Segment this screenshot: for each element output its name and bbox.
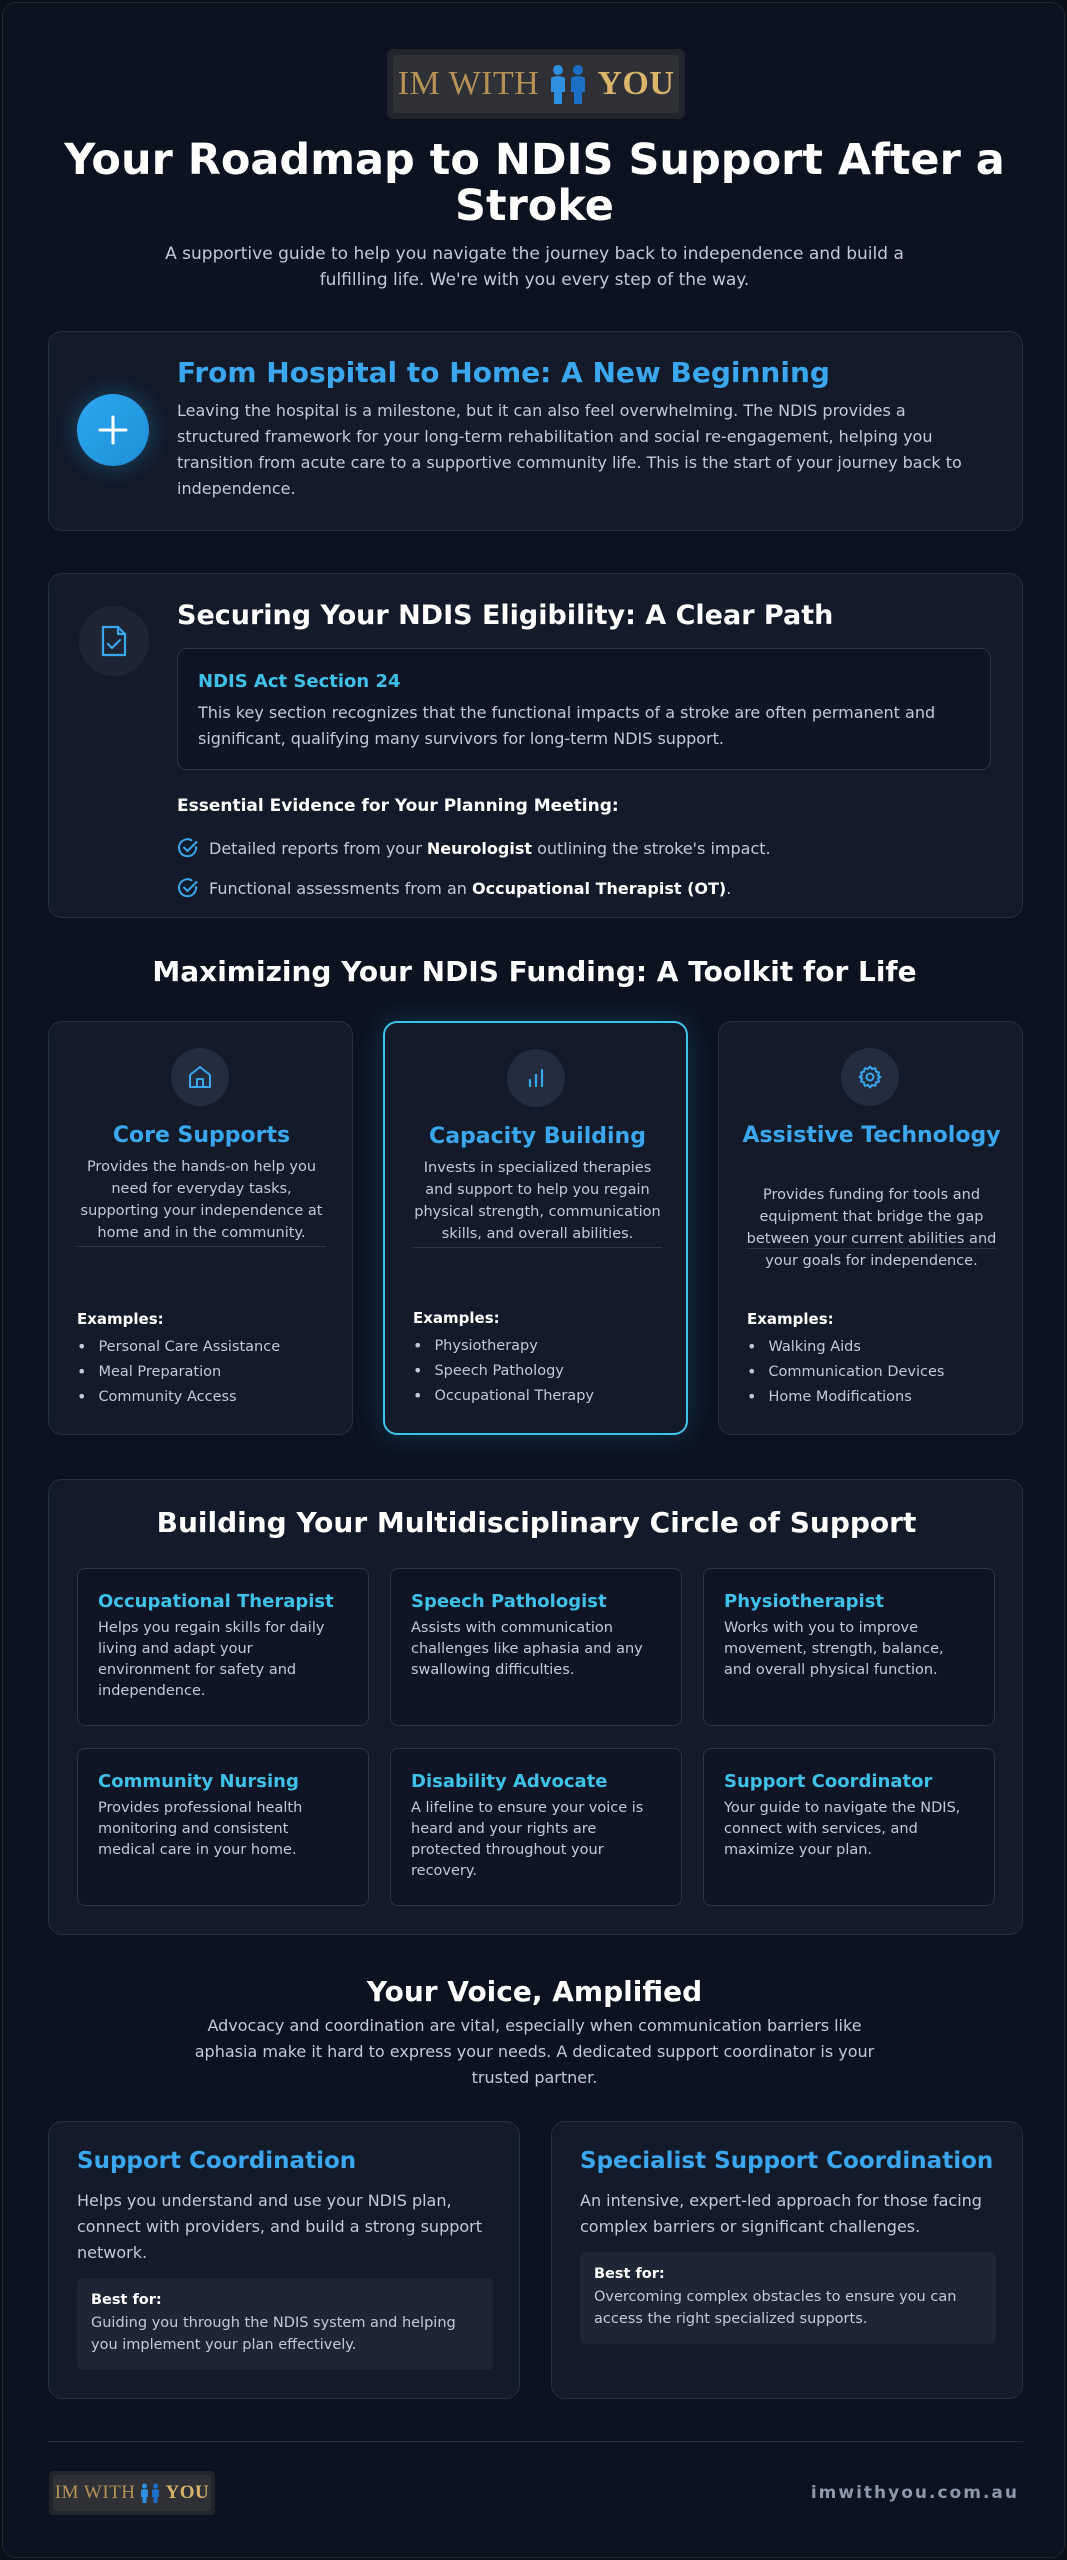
act-title: NDIS Act Section 24 <box>198 671 401 692</box>
brand-logo[interactable] <box>387 49 685 119</box>
evidence-text: outlining the stroke's impact. <box>532 838 771 858</box>
voice-text: Advocacy and coordination are vital, especially when communication barriers like aphasia make it hard to express your needs. A dedicated support coordinator is your trusted partner. <box>194 2016 875 2087</box>
option-text: Helps you understand and use your NDIS plan, connect with providers, and build a strong support network. <box>77 2191 483 2262</box>
support-circle-card <box>48 1479 1023 1935</box>
role-title: Occupational Therapist <box>98 1591 334 1612</box>
assistive-technology-card <box>718 1021 1023 1435</box>
card-text: Invests in specialized therapies and support to help you regain physical strength, communication skills, and overall abilities. <box>414 1160 661 1242</box>
evidence-list <box>177 828 977 908</box>
bar-chart-icon <box>507 1049 565 1107</box>
role-card <box>390 1748 682 1906</box>
role-title: Disability Advocate <box>411 1771 608 1792</box>
logo-text-right: YOU <box>165 2482 210 2503</box>
list-item: • Community Access <box>77 1384 280 1409</box>
capacity-building-card <box>383 1021 688 1435</box>
core-supports-card <box>48 1021 353 1435</box>
check-circle-icon <box>177 877 199 899</box>
evidence-bold: Neurologist <box>426 838 532 858</box>
role-text: Works with you to improve movement, strength, balance, and overall physical function. <box>724 1620 944 1678</box>
home-icon <box>171 1048 229 1106</box>
check-circle-icon <box>177 837 199 859</box>
logo-text-left: IM WITH <box>54 2482 136 2503</box>
voice-title: Your Voice, Amplified <box>366 1975 703 2008</box>
best-for-text: Overcoming complex obstacles to ensure you can access the right specialized supports. <box>594 2289 957 2327</box>
best-for-text: Guiding you through the NDIS system and helping you implement your plan effectively. <box>91 2315 456 2353</box>
evidence-item <box>177 868 977 908</box>
list-item: • Meal Preparation <box>77 1359 280 1384</box>
list-item: • Personal Care Assistance <box>77 1334 280 1359</box>
role-text: Helps you regain skills for daily living and adapt your environment for safety and independence. <box>98 1620 325 1699</box>
list-item: • Speech Pathology <box>413 1358 594 1383</box>
role-text: A lifeline to ensure your voice is heard and your rights are protected throughout your recovery. <box>411 1800 644 1879</box>
option-title: Support Coordination <box>77 2148 357 2174</box>
gear-icon <box>841 1048 899 1106</box>
evidence-text: . <box>726 878 732 898</box>
act-section-box <box>177 648 991 770</box>
evidence-title: Essential Evidence for Your Planning Meeting: <box>177 796 619 816</box>
divider <box>747 1248 996 1249</box>
card-title: Capacity Building <box>429 1124 646 1149</box>
role-card <box>390 1568 682 1726</box>
option-title: Specialist Support Coordination <box>580 2148 994 2174</box>
list-item: • Occupational Therapy <box>413 1383 594 1408</box>
specialist-support-coordination-card <box>551 2121 1023 2399</box>
role-title: Community Nursing <box>98 1771 299 1792</box>
list-item: • Communication Devices <box>747 1359 944 1384</box>
divider <box>77 1246 326 1247</box>
examples-label: Examples: <box>413 1309 500 1327</box>
plus-icon <box>77 394 149 466</box>
role-title: Physiotherapist <box>724 1591 885 1612</box>
role-card <box>703 1568 995 1726</box>
divider <box>413 1247 662 1248</box>
examples-label: Examples: <box>77 1310 164 1328</box>
eligibility-title: Securing Your NDIS Eligibility: A Clear Path <box>177 600 834 631</box>
best-for-box <box>580 2252 996 2344</box>
role-text: Your guide to navigate the NDIS, connect with services, and maximize your plan. <box>724 1800 961 1858</box>
card-text: Provides funding for tools and equipment that bridge the gap between your current abilities and your goals for independence. <box>746 1187 997 1269</box>
page-subtitle: A supportive guide to help you navigate the journey back to independence and build a fulfilling life. We're with you every step of the way. <box>165 244 904 290</box>
footer-logo[interactable] <box>49 2471 215 2515</box>
page <box>2 2 1065 2558</box>
examples-label: Examples: <box>747 1310 834 1328</box>
hospital-to-home-card <box>48 331 1023 531</box>
page-title: Your Roadmap to NDIS Support After a Stroke <box>64 135 1005 231</box>
role-text: Provides professional health monitoring and consistent medical care in your home. <box>98 1800 303 1858</box>
evidence-text: Functional assessments from an <box>209 878 472 898</box>
best-for-label: Best for: <box>91 2292 162 2308</box>
examples-list <box>747 1334 944 1409</box>
card-title: Core Supports <box>112 1123 291 1148</box>
examples-list <box>413 1333 594 1408</box>
people-icon <box>140 2482 160 2504</box>
best-for-box <box>77 2278 493 2370</box>
support-circle-title: Building Your Multidisciplinary Circle of Support <box>156 1506 917 1539</box>
option-text: An intensive, expert-led approach for those facing complex barriers or significant challenges. <box>580 2191 982 2236</box>
list-item: • Physiotherapy <box>413 1333 594 1358</box>
list-item: • Walking Aids <box>747 1334 944 1359</box>
evidence-text: Detailed reports from your <box>209 838 427 858</box>
examples-list <box>77 1334 280 1409</box>
role-title: Speech Pathologist <box>411 1591 607 1612</box>
role-card <box>77 1748 369 1906</box>
footer-divider <box>48 2441 1023 2442</box>
evidence-bold: Occupational Therapist (OT) <box>472 878 727 898</box>
evidence-item <box>177 828 977 868</box>
list-item: • Home Modifications <box>747 1384 944 1409</box>
logo-text-right: YOU <box>597 65 675 102</box>
card-title: Assistive Technology <box>742 1123 1001 1148</box>
funding-title: Maximizing Your NDIS Funding: A Toolkit for Life <box>152 955 917 988</box>
hospital-text: Leaving the hospital is a milestone, but it can also feel overwhelming. The NDIS provides a structured framework for your long-term rehabilitation and social re-engagement, helping you transition from acute care to a supportive community life. This is the start of your journey back to independence. <box>177 401 962 498</box>
role-card <box>703 1748 995 1906</box>
logo-text-left: IM WITH <box>397 65 540 102</box>
best-for-label: Best for: <box>594 2266 665 2282</box>
hospital-title: From Hospital to Home: A New Beginning <box>177 356 830 389</box>
role-text: Assists with communication challenges like aphasia and any swallowing difficulties. <box>411 1620 643 1678</box>
act-text: This key section recognizes that the functional impacts of a stroke are often permanent and significant, qualifying many survivors for long-term NDIS support. <box>198 703 936 748</box>
role-title: Support Coordinator <box>724 1771 933 1792</box>
document-check-icon <box>79 606 149 676</box>
people-icon <box>549 64 587 104</box>
card-text: Provides the hands-on help you need for everyday tasks, supporting your independence at home and in the community. <box>80 1159 323 1241</box>
eligibility-card <box>48 573 1023 918</box>
website-link[interactable]: imwithyou.com.au <box>810 2483 1019 2503</box>
role-card <box>77 1568 369 1726</box>
support-coordination-card <box>48 2121 520 2399</box>
